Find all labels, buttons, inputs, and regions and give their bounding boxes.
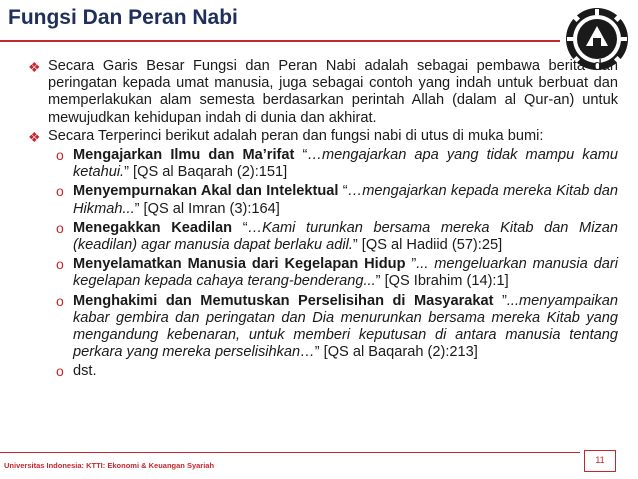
- circle-bullet-icon: o: [56, 363, 64, 380]
- item-reference: ” [QS al Baqarah (2):151]: [124, 164, 288, 181]
- bullet-text: Secara Terperinci berikut adalah peran dan fungsi nabi di utus di muka bumi:: [48, 127, 544, 144]
- item-quote: …mengajarkan kepada mereka Kitab dan Hikmah...: [73, 183, 618, 217]
- item-heading: Menghakimi dan Memutuskan Perselisihan di Masyarakat: [73, 292, 494, 309]
- item-quote: ...menyampaikan kabar gembira dan peringatan dan Dia menurunkan bersama mereka Kitab yang mengandung kebenaran, untuk memberi keputusan di antara manusia tentang perkara yang mereka perselisihkan…: [73, 292, 618, 361]
- circle-bullet-icon: o: [56, 183, 64, 200]
- page-title: Fungsi Dan Peran Nabi: [8, 6, 238, 29]
- item-heading: Menyempurnakan Akal dan Intelektual: [73, 183, 339, 200]
- bullet-item: [28, 58, 618, 127]
- header-divider: [0, 40, 560, 42]
- slide-header: [0, 0, 638, 40]
- circle-bullet-icon: o: [56, 292, 64, 309]
- item-quote: ... mengeluarkan manusia dari kegelapan kepada cahaya terang-benderang...: [73, 256, 619, 290]
- item-heading: Menegakkan Keadilan: [73, 219, 233, 236]
- page-number: 11: [595, 455, 605, 465]
- quote-open: ”: [405, 256, 417, 273]
- quote-open: “: [232, 219, 248, 236]
- list-item: [28, 183, 618, 217]
- item-reference: ” [QS al Hadiid (57):25]: [352, 237, 503, 254]
- diamond-bullet-icon: ❖: [28, 128, 41, 145]
- quote-open: ”: [493, 292, 507, 309]
- item-reference: ” [QS al Baqarah (2):213]: [314, 344, 478, 361]
- item-text: dst.: [73, 363, 97, 380]
- footer-text: Universitas Indonesia: KTTI: Ekonomi & Keuangan Syariah: [4, 461, 215, 470]
- circle-bullet-icon: o: [56, 219, 64, 236]
- list-item: [28, 293, 618, 362]
- bullet-text: Secara Garis Besar Fungsi dan Peran Nabi adalah sebagai pembawa berita dan peringatan kepada umat manusia, juga sebagai contoh yang indah untuk berbuat dan memperlakukan alam semesta berdasarkan perintah Allah (dalam al Qur-an) untuk mewujudkan kehidupan indah di dunia dan akhirat.: [48, 58, 618, 126]
- list-item: [28, 147, 618, 181]
- footer-divider: [0, 452, 580, 453]
- list-item: [28, 363, 618, 380]
- item-heading: Menyelamatkan Manusia dari Kegelapan Hidup: [73, 256, 406, 273]
- list-item: [28, 256, 618, 290]
- circle-bullet-icon: o: [56, 147, 64, 164]
- bullet-item: [28, 128, 618, 145]
- item-heading: Mengajarkan Ilmu dan Ma’rifat: [73, 147, 295, 164]
- page-number-box: [584, 450, 616, 472]
- quote-open: “: [294, 147, 308, 164]
- list-item: [28, 220, 618, 254]
- item-reference: ” [QS al Imran (3):164]: [134, 200, 280, 217]
- quote-open: “: [338, 183, 348, 200]
- slide-body: [28, 58, 618, 381]
- item-reference: ” [QS Ibrahim (14):1]: [375, 273, 509, 290]
- circle-bullet-icon: o: [56, 256, 64, 273]
- item-quote: …mengajarkan apa yang tidak mampu kamu ketahui.: [73, 147, 618, 181]
- item-quote: …Kami turunkan bersama mereka Kitab dan Mizan (keadilan) agar manusia dapat berlaku adil.: [73, 219, 618, 254]
- diamond-bullet-icon: ❖: [28, 59, 41, 75]
